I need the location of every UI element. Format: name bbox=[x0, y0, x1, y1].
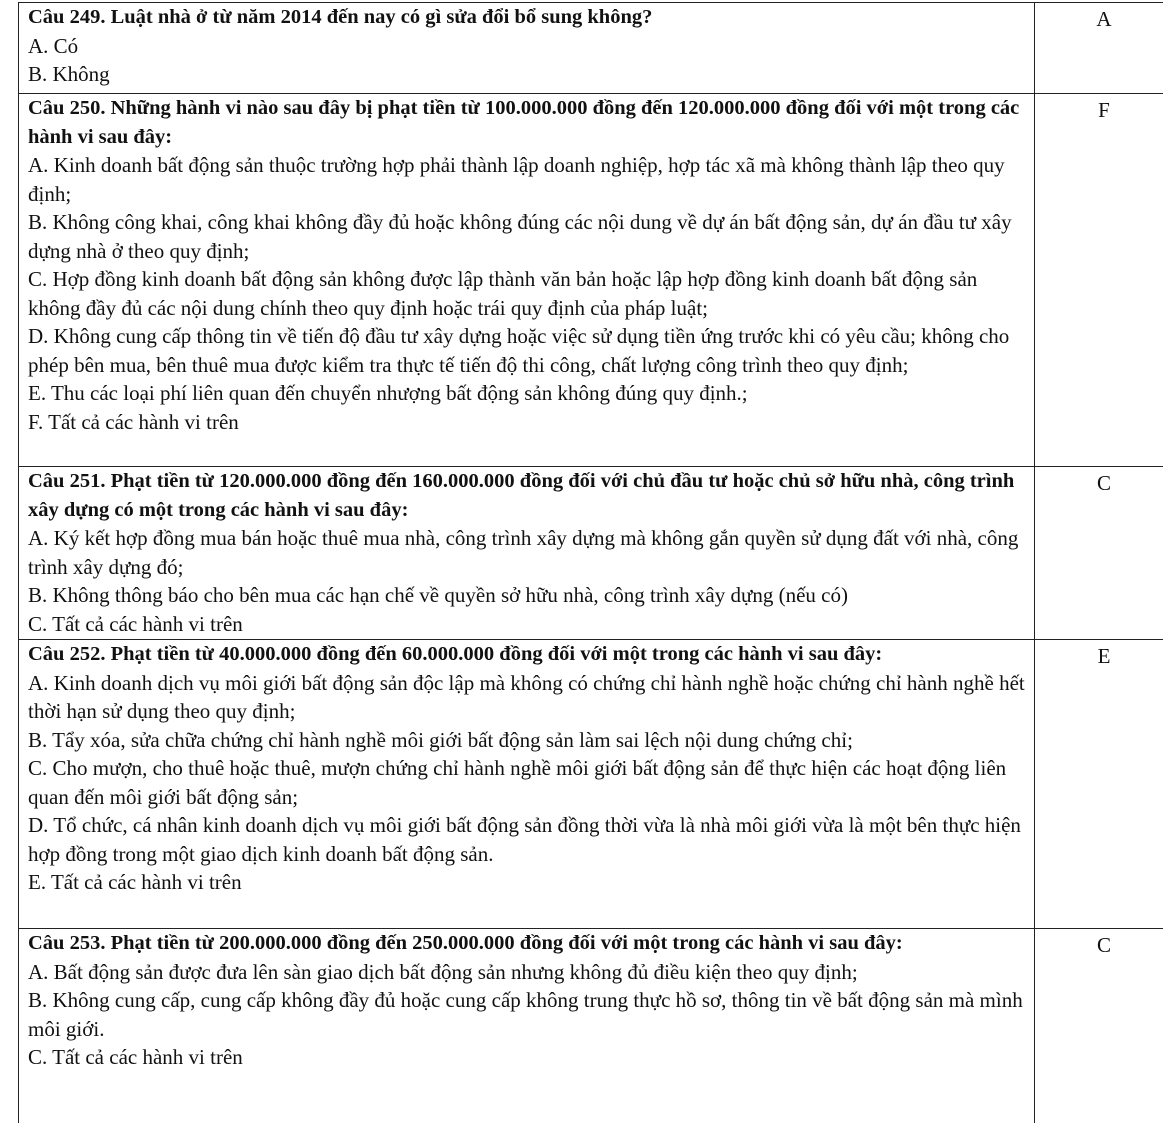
option-c: C. Cho mượn, cho thuê hoặc thuê, mượn chứng chỉ hành nghề môi giới bất động sản để thực hiện các hoạt động liên quan đến môi giới bất động sản; bbox=[28, 756, 1007, 809]
question-row bbox=[19, 3, 1163, 94]
answer-cell: C bbox=[1035, 929, 1163, 1123]
option-a: A. Kinh doanh bất động sản thuộc trường hợp phải thành lập doanh nghiệp, hợp tác xã mà không thành lập theo quy định; bbox=[28, 153, 1005, 206]
option-e: E. Tất cả các hành vi trên bbox=[28, 870, 242, 894]
option-a: A. Kinh doanh dịch vụ môi giới bất động sản độc lập mà không có chứng chỉ hành nghề hoặc chứng chỉ hành nghề hết thời hạn sử dụng theo quy định; bbox=[28, 670, 1025, 723]
question-row bbox=[19, 929, 1163, 1123]
question-row bbox=[19, 640, 1163, 929]
question-answer-table bbox=[18, 2, 1163, 1123]
option-c: C. Tất cả các hành vi trên bbox=[28, 1045, 243, 1069]
question-title: Câu 251. Phạt tiền từ 120.000.000 đồng đến 160.000.000 đồng đối với chủ đầu tư hoặc chủ sở hữu nhà, công trình xây dựng có một trong các hành vi sau đây: bbox=[28, 470, 1015, 521]
answer-cell: F bbox=[1035, 94, 1163, 467]
question-cell bbox=[19, 929, 1035, 1123]
question-row bbox=[19, 467, 1163, 640]
question-cell bbox=[19, 94, 1035, 467]
question-row bbox=[19, 94, 1163, 467]
option-b: B. Không cung cấp, cung cấp không đầy đủ hoặc cung cấp không trung thực hồ sơ, thông tin về bất động sản mà mình môi giới. bbox=[28, 988, 1023, 1041]
option-b: B. Không công khai, công khai không đầy đủ hoặc không đúng các nội dung về dự án bất động sản, dự án đầu tư xây dựng nhà ở theo quy định; bbox=[28, 210, 1012, 263]
answer-cell: E bbox=[1035, 640, 1163, 929]
option-c: C. Tất cả các hành vi trên bbox=[28, 611, 243, 636]
option-d: D. Không cung cấp thông tin về tiến độ đầu tư xây dựng hoặc việc sử dụng tiền ứng trước khi có yêu cầu; không cho phép bên mua, bên thuê mua được kiểm tra thực tế tiến độ thi công, chất lượng công trình theo quy định; bbox=[28, 324, 1010, 377]
question-title: Câu 250. Những hành vi nào sau đây bị phạt tiền từ 100.000.000 đồng đến 120.000.000 đồng đối với một trong các hành vi sau đây: bbox=[28, 97, 1020, 148]
question-title: Câu 252. Phạt tiền từ 40.000.000 đồng đến 60.000.000 đồng đối với một trong các hành vi sau đây: bbox=[28, 643, 883, 665]
option-a: A. Ký kết hợp đồng mua bán hoặc thuê mua nhà, công trình xây dựng mà không gắn quyền sử dụng đất với nhà, công trình xây dựng đó; bbox=[28, 526, 1019, 579]
option-a: A. Có bbox=[28, 33, 79, 58]
option-b: B. Không thông báo cho bên mua các hạn chế về quyền sở hữu nhà, công trình xây dựng (nếu có) bbox=[28, 583, 848, 607]
option-c: C. Hợp đồng kinh doanh bất động sản không được lập thành văn bản hoặc lập hợp đồng kinh doanh bất động sản không đầy đủ các nội dung chính theo quy định hoặc trái quy định của pháp luật; bbox=[28, 267, 978, 320]
option-a: A. Bất động sản được đưa lên sàn giao dịch bất động sản nhưng không đủ điều kiện theo quy định; bbox=[28, 959, 858, 984]
option-e: E. Thu các loại phí liên quan đến chuyển nhượng bất động sản không đúng quy định.; bbox=[28, 381, 748, 405]
answer-cell: C bbox=[1035, 467, 1163, 640]
option-b: B. Không bbox=[28, 62, 110, 86]
question-cell bbox=[19, 3, 1035, 94]
question-title: Câu 249. Luật nhà ở từ năm 2014 đến nay có gì sửa đổi bổ sung không? bbox=[28, 6, 653, 28]
answer-cell: A bbox=[1035, 3, 1163, 94]
option-f: F. Tất cả các hành vi trên bbox=[28, 409, 239, 434]
question-title: Câu 253. Phạt tiền từ 200.000.000 đồng đến 250.000.000 đồng đối với một trong các hành vi sau đây: bbox=[28, 932, 903, 954]
question-cell bbox=[19, 640, 1035, 929]
option-d: D. Tổ chức, cá nhân kinh doanh dịch vụ môi giới bất động sản đồng thời vừa là nhà môi giới vừa là một bên thực hiện hợp đồng trong một giao dịch kinh doanh bất động sản. bbox=[28, 813, 1021, 866]
question-cell bbox=[19, 467, 1035, 640]
option-b: B. Tẩy xóa, sửa chữa chứng chỉ hành nghề môi giới bất động sản làm sai lệch nội dung chứng chỉ; bbox=[28, 727, 853, 752]
